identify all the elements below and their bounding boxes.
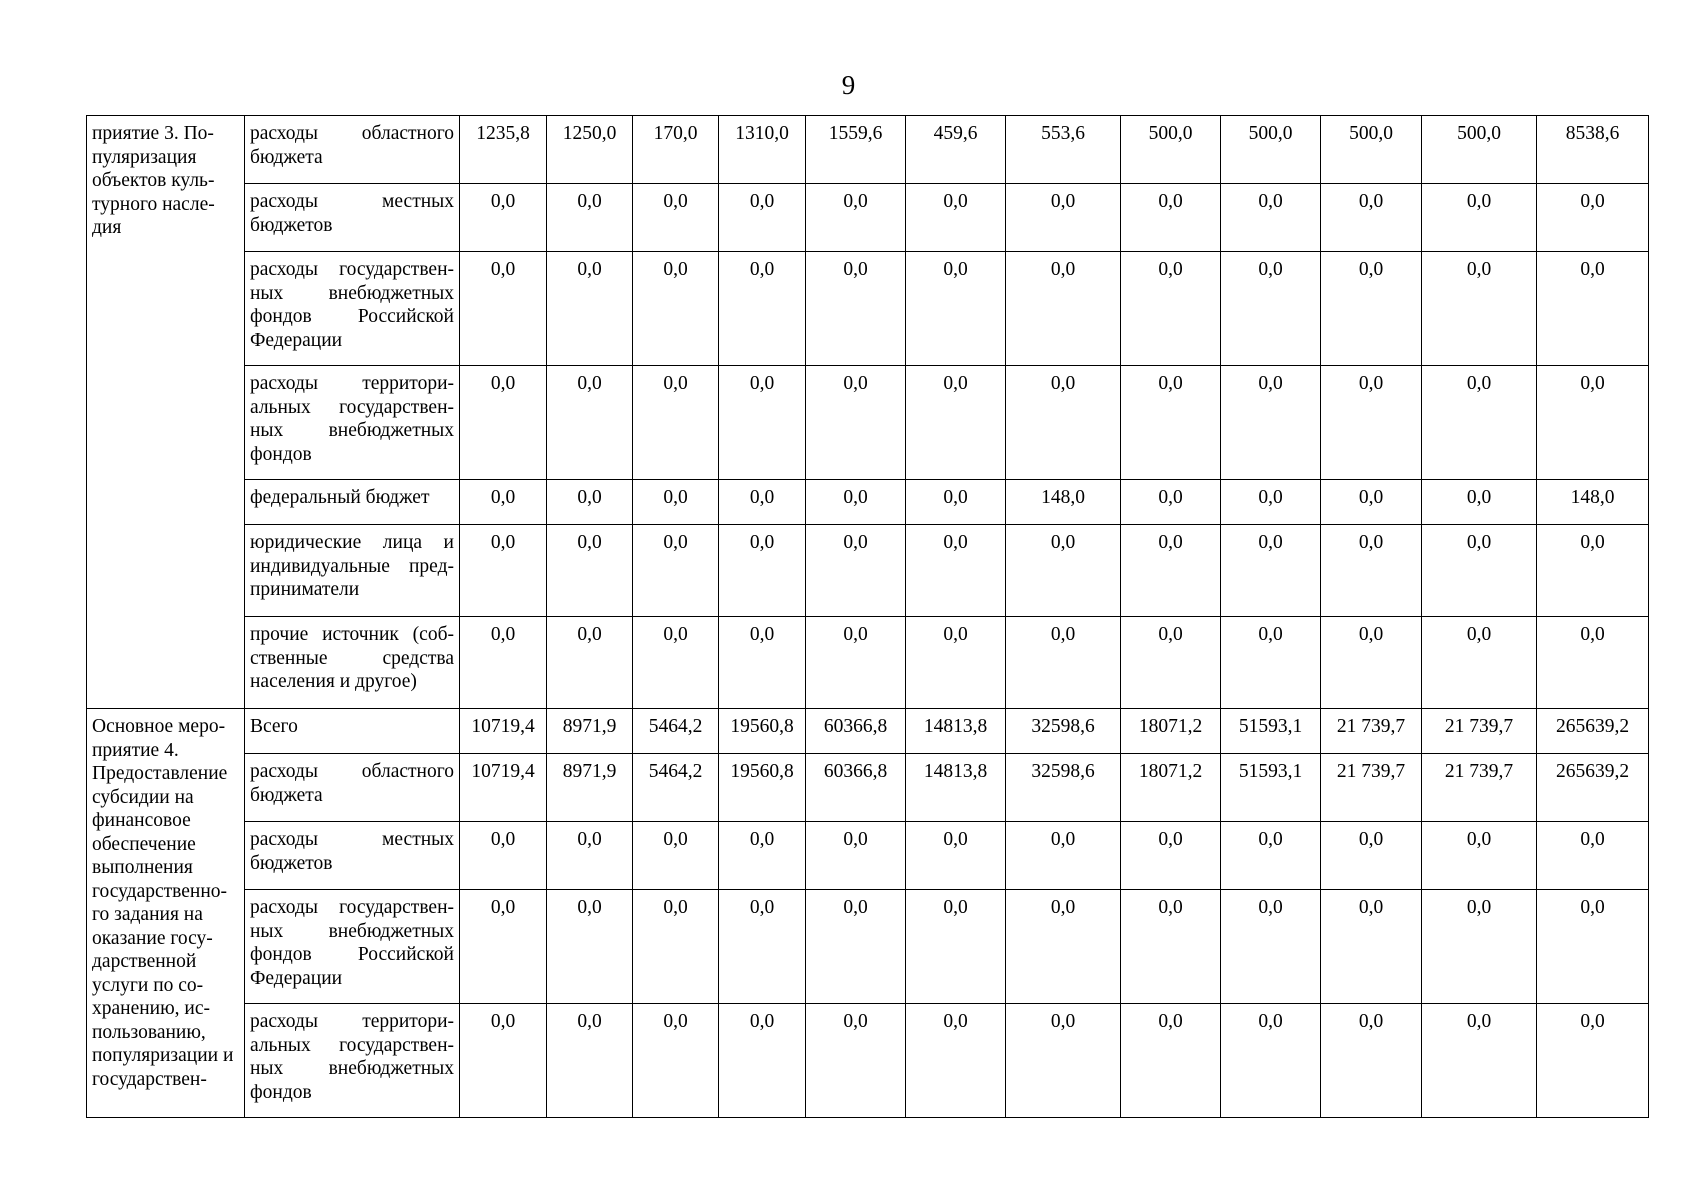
value-cell: 500,0 [1321, 116, 1422, 184]
funding-source-label: расходы местных бюджетов [245, 184, 460, 252]
value-cell: 0,0 [906, 252, 1006, 366]
value-cell: 0,0 [1221, 184, 1321, 252]
value-cell: 0,0 [547, 822, 633, 890]
value-cell: 0,0 [1422, 480, 1537, 525]
value-cell: 0,0 [906, 366, 1006, 480]
table-row [87, 525, 1649, 617]
funding-source-label: расходы государствен-ных внебюджетных фондов Российской Федерации [245, 890, 460, 1004]
value-cell: 0,0 [1422, 822, 1537, 890]
value-cell: 0,0 [460, 822, 547, 890]
value-cell: 0,0 [547, 366, 633, 480]
value-cell: 0,0 [460, 525, 547, 617]
value-cell: 0,0 [1221, 617, 1321, 709]
value-cell: 0,0 [906, 822, 1006, 890]
value-cell: 0,0 [1422, 1004, 1537, 1118]
table-row [87, 366, 1649, 480]
value-cell: 0,0 [719, 366, 806, 480]
value-cell: 0,0 [1321, 1004, 1422, 1118]
value-cell: 0,0 [1006, 822, 1121, 890]
value-cell: 0,0 [547, 890, 633, 1004]
value-cell: 0,0 [906, 617, 1006, 709]
value-cell: 0,0 [906, 525, 1006, 617]
value-cell: 0,0 [1221, 480, 1321, 525]
value-cell: 0,0 [1422, 184, 1537, 252]
value-cell: 60366,8 [806, 709, 906, 754]
value-cell: 0,0 [460, 1004, 547, 1118]
value-cell: 0,0 [1121, 184, 1221, 252]
value-cell: 0,0 [1121, 525, 1221, 617]
event-label: приятие 3. По-пуляризация объектов куль-турного насле-дия [87, 116, 245, 709]
value-cell: 21 739,7 [1321, 754, 1422, 822]
value-cell: 0,0 [719, 252, 806, 366]
value-cell: 0,0 [806, 822, 906, 890]
value-cell: 0,0 [1006, 525, 1121, 617]
value-cell: 0,0 [1121, 822, 1221, 890]
value-cell: 18071,2 [1121, 709, 1221, 754]
value-cell: 0,0 [1537, 252, 1649, 366]
funding-source-label: расходы областного бюджета [245, 116, 460, 184]
value-cell: 1235,8 [460, 116, 547, 184]
value-cell: 0,0 [906, 480, 1006, 525]
value-cell: 0,0 [1321, 617, 1422, 709]
value-cell: 0,0 [719, 525, 806, 617]
value-cell: 0,0 [1321, 480, 1422, 525]
table-row [87, 116, 1649, 184]
funding-source-label: расходы территори-альных государствен-ных внебюджетных фондов [245, 1004, 460, 1118]
value-cell: 0,0 [1321, 822, 1422, 890]
value-cell: 0,0 [1221, 1004, 1321, 1118]
value-cell: 0,0 [1537, 890, 1649, 1004]
value-cell: 5464,2 [633, 709, 719, 754]
value-cell: 0,0 [633, 184, 719, 252]
value-cell: 0,0 [806, 525, 906, 617]
value-cell: 0,0 [1422, 366, 1537, 480]
value-cell: 0,0 [1321, 525, 1422, 617]
value-cell: 0,0 [1537, 822, 1649, 890]
value-cell: 0,0 [1121, 480, 1221, 525]
funding-source-label: расходы государствен-ных внебюджетных фондов Российской Федерации [245, 252, 460, 366]
table-row [87, 252, 1649, 366]
value-cell: 0,0 [547, 480, 633, 525]
value-cell: 0,0 [1537, 184, 1649, 252]
value-cell: 0,0 [1121, 890, 1221, 1004]
value-cell: 0,0 [906, 890, 1006, 1004]
value-cell: 0,0 [806, 252, 906, 366]
value-cell: 500,0 [1221, 116, 1321, 184]
value-cell: 0,0 [1537, 1004, 1649, 1118]
value-cell: 0,0 [1537, 525, 1649, 617]
value-cell: 0,0 [633, 480, 719, 525]
value-cell: 18071,2 [1121, 754, 1221, 822]
value-cell: 5464,2 [633, 754, 719, 822]
value-cell: 0,0 [1006, 890, 1121, 1004]
value-cell: 0,0 [1221, 822, 1321, 890]
value-cell: 0,0 [1121, 252, 1221, 366]
value-cell: 8971,9 [547, 709, 633, 754]
value-cell: 170,0 [633, 116, 719, 184]
value-cell: 0,0 [1006, 1004, 1121, 1118]
table-row [87, 184, 1649, 252]
funding-source-label: федеральный бюджет [245, 480, 460, 525]
value-cell: 0,0 [547, 252, 633, 366]
value-cell: 0,0 [633, 1004, 719, 1118]
value-cell: 8538,6 [1537, 116, 1649, 184]
value-cell: 0,0 [1006, 366, 1121, 480]
value-cell: 32598,6 [1006, 754, 1121, 822]
value-cell: 1250,0 [547, 116, 633, 184]
value-cell: 0,0 [633, 822, 719, 890]
budget-table [86, 115, 1649, 1118]
value-cell: 0,0 [806, 890, 906, 1004]
value-cell: 0,0 [547, 617, 633, 709]
value-cell: 0,0 [460, 890, 547, 1004]
funding-source-label: расходы территори-альных государствен-ных внебюджетных фондов [245, 366, 460, 480]
value-cell: 0,0 [719, 480, 806, 525]
value-cell: 553,6 [1006, 116, 1121, 184]
table-row [87, 754, 1649, 822]
value-cell: 0,0 [633, 252, 719, 366]
funding-source-label: юридические лица и индивидуальные пред-приниматели [245, 525, 460, 617]
value-cell: 60366,8 [806, 754, 906, 822]
table-row [87, 890, 1649, 1004]
value-cell: 0,0 [547, 525, 633, 617]
value-cell: 1559,6 [806, 116, 906, 184]
value-cell: 0,0 [719, 184, 806, 252]
value-cell: 265639,2 [1537, 709, 1649, 754]
value-cell: 0,0 [633, 617, 719, 709]
value-cell: 0,0 [1537, 617, 1649, 709]
value-cell: 0,0 [1221, 525, 1321, 617]
value-cell: 1310,0 [719, 116, 806, 184]
value-cell: 0,0 [1006, 252, 1121, 366]
value-cell: 0,0 [906, 1004, 1006, 1118]
value-cell: 21 739,7 [1422, 754, 1537, 822]
value-cell: 0,0 [1537, 366, 1649, 480]
value-cell: 0,0 [460, 184, 547, 252]
value-cell: 0,0 [1221, 366, 1321, 480]
value-cell: 0,0 [1422, 890, 1537, 1004]
value-cell: 0,0 [1422, 252, 1537, 366]
value-cell: 148,0 [1006, 480, 1121, 525]
value-cell: 14813,8 [906, 754, 1006, 822]
table-row [87, 1004, 1649, 1118]
value-cell: 265639,2 [1537, 754, 1649, 822]
value-cell: 0,0 [547, 1004, 633, 1118]
funding-source-label: Всего [245, 709, 460, 754]
value-cell: 21 739,7 [1321, 709, 1422, 754]
value-cell: 0,0 [806, 366, 906, 480]
value-cell: 0,0 [1422, 617, 1537, 709]
value-cell: 0,0 [1321, 184, 1422, 252]
value-cell: 10719,4 [460, 754, 547, 822]
value-cell: 148,0 [1537, 480, 1649, 525]
value-cell: 0,0 [633, 890, 719, 1004]
value-cell: 19560,8 [719, 709, 806, 754]
value-cell: 0,0 [460, 480, 547, 525]
funding-source-label: расходы местных бюджетов [245, 822, 460, 890]
value-cell: 0,0 [547, 184, 633, 252]
value-cell: 0,0 [806, 617, 906, 709]
funding-source-label: прочие источник (соб-ственные средства населения и другое) [245, 617, 460, 709]
value-cell: 0,0 [806, 480, 906, 525]
value-cell: 0,0 [1422, 525, 1537, 617]
value-cell: 14813,8 [906, 709, 1006, 754]
value-cell: 0,0 [1121, 1004, 1221, 1118]
value-cell: 500,0 [1121, 116, 1221, 184]
value-cell: 0,0 [719, 1004, 806, 1118]
table-row [87, 617, 1649, 709]
value-cell: 10719,4 [460, 709, 547, 754]
value-cell: 51593,1 [1221, 754, 1321, 822]
value-cell: 0,0 [460, 252, 547, 366]
value-cell: 0,0 [806, 1004, 906, 1118]
table-body [87, 116, 1649, 1118]
page-number: 9 [841, 70, 856, 100]
value-cell: 459,6 [906, 116, 1006, 184]
value-cell: 0,0 [1006, 617, 1121, 709]
value-cell: 0,0 [460, 617, 547, 709]
value-cell: 0,0 [1121, 366, 1221, 480]
value-cell: 0,0 [1221, 252, 1321, 366]
value-cell: 0,0 [806, 184, 906, 252]
value-cell: 32598,6 [1006, 709, 1121, 754]
value-cell: 0,0 [1321, 890, 1422, 1004]
value-cell: 0,0 [633, 366, 719, 480]
event-label: Основное меро-приятие 4. Предоставление субсидии на финансовое обеспечение выполнения государственно-го задания на оказание госу-дарственной услуги по со-хранению, ис-пользованию, популяризации и государствен- [87, 709, 245, 1118]
table-row [87, 822, 1649, 890]
value-cell: 500,0 [1422, 116, 1537, 184]
value-cell: 19560,8 [719, 754, 806, 822]
value-cell: 0,0 [719, 890, 806, 1004]
value-cell: 0,0 [460, 366, 547, 480]
value-cell: 0,0 [906, 184, 1006, 252]
value-cell: 0,0 [719, 822, 806, 890]
value-cell: 0,0 [1006, 184, 1121, 252]
value-cell: 51593,1 [1221, 709, 1321, 754]
value-cell: 0,0 [633, 525, 719, 617]
value-cell: 0,0 [1321, 366, 1422, 480]
funding-source-label: расходы областного бюджета [245, 754, 460, 822]
value-cell: 0,0 [1321, 252, 1422, 366]
table-row [87, 480, 1649, 525]
value-cell: 0,0 [1221, 890, 1321, 1004]
value-cell: 8971,9 [547, 754, 633, 822]
value-cell: 0,0 [1121, 617, 1221, 709]
value-cell: 0,0 [719, 617, 806, 709]
table-row [87, 709, 1649, 754]
value-cell: 21 739,7 [1422, 709, 1537, 754]
